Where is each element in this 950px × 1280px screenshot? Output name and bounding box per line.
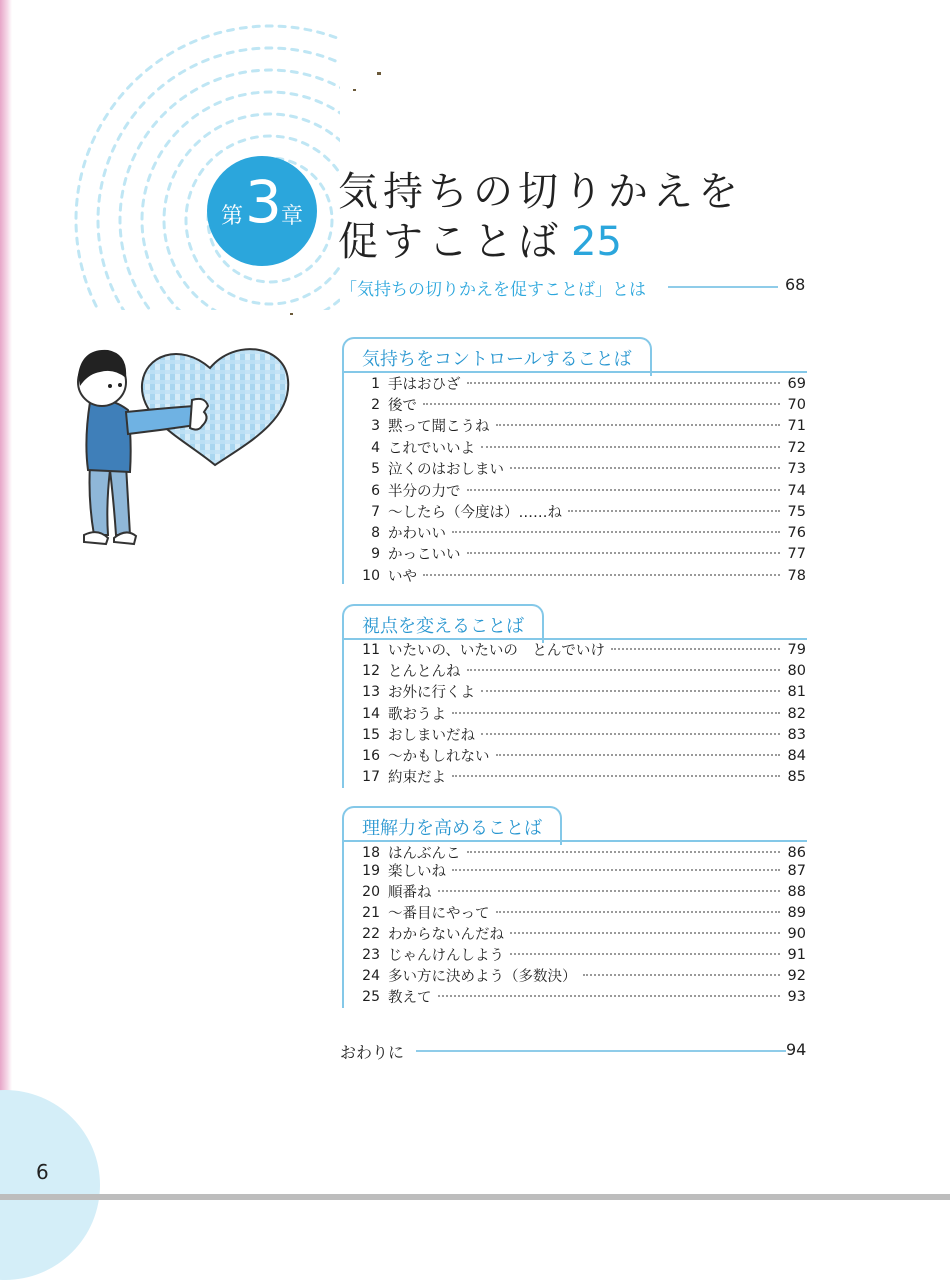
- entry-title: 歌おうよ: [388, 707, 446, 723]
- entry-title: わからないんだね: [388, 927, 504, 943]
- entry-number: 11: [362, 641, 380, 658]
- entry-page: 73: [787, 460, 806, 477]
- toc-entry[interactable]: [352, 565, 806, 586]
- entry-number: 3: [371, 417, 380, 434]
- section-heading-understanding: 理解力を高めることば: [342, 806, 562, 845]
- entry-page: 92: [787, 967, 806, 984]
- toc-entry[interactable]: [352, 745, 806, 766]
- toc-entry[interactable]: [352, 881, 806, 902]
- entry-title: 黙って聞こうね: [388, 419, 490, 435]
- corner-decoration: [0, 1090, 100, 1280]
- entry-number: 8: [371, 524, 380, 541]
- entry-title: かわいい: [388, 526, 446, 542]
- entry-title: 楽しいね: [388, 864, 446, 880]
- entry-page: 93: [787, 988, 806, 1005]
- entry-title: 多い方に決めよう（多数決）: [388, 969, 577, 985]
- toc-entry[interactable]: [352, 766, 806, 787]
- entry-number: 5: [371, 460, 380, 477]
- page-number: 6: [36, 1160, 49, 1184]
- entry-page: 90: [787, 925, 806, 942]
- entry-title: ～したら（今度は）……ね: [388, 505, 562, 521]
- dot-leader: [467, 669, 781, 671]
- entry-page: 79: [787, 641, 806, 658]
- dot-leader: [496, 911, 781, 913]
- toc-entry[interactable]: [352, 501, 806, 522]
- dot-leader: [467, 382, 781, 384]
- toc-entry[interactable]: [352, 902, 806, 923]
- entry-title: これでいいよ: [388, 441, 475, 457]
- entry-number: 14: [362, 705, 380, 722]
- entry-title: ～番目にやって: [388, 906, 490, 922]
- entry-page: 77: [787, 545, 806, 562]
- entry-page: 72: [787, 439, 806, 456]
- entry-title: いや: [388, 569, 417, 585]
- entry-title: 教えて: [388, 990, 432, 1006]
- entry-title: かっこいい: [388, 547, 461, 563]
- entry-page: 71: [787, 417, 806, 434]
- entry-number: 25: [362, 988, 380, 1005]
- entry-number: 16: [362, 747, 380, 764]
- entry-page: 81: [787, 683, 806, 700]
- section-side-rule: [342, 638, 344, 788]
- toc-entry[interactable]: [352, 394, 806, 415]
- dot-leader: [423, 574, 780, 576]
- entry-number: 22: [362, 925, 380, 942]
- entry-title: お外に行くよ: [388, 685, 475, 701]
- toc-entry[interactable]: [352, 480, 806, 501]
- speck: [377, 72, 381, 75]
- chapter-number: 3: [245, 168, 282, 236]
- entry-number: 7: [371, 503, 380, 520]
- dot-leader: [510, 467, 780, 469]
- dot-leader: [496, 754, 781, 756]
- outro-leader-line: [416, 1050, 786, 1052]
- entry-page: 74: [787, 482, 806, 499]
- entry-title: いたいの、いたいの とんでいけ: [388, 643, 605, 659]
- entry-page: 76: [787, 524, 806, 541]
- entry-number: 1: [371, 375, 380, 392]
- dot-leader: [481, 733, 780, 735]
- entry-title: 半分の力で: [388, 484, 461, 500]
- page-edge-bottom: [0, 1194, 950, 1200]
- entry-number: 17: [362, 768, 380, 785]
- entry-number: 21: [362, 904, 380, 921]
- entry-number: 18: [362, 844, 380, 861]
- entry-title: 手はおひざ: [388, 377, 461, 393]
- intro-leader-line: [668, 286, 778, 288]
- entry-page: 88: [787, 883, 806, 900]
- toc-entry[interactable]: [352, 458, 806, 479]
- entry-title: 泣くのはおしまい: [388, 462, 504, 478]
- chapter-title-line2: [338, 210, 622, 267]
- toc-entry[interactable]: [352, 639, 806, 660]
- outro-page-number: 94: [786, 1040, 807, 1059]
- intro-page-number: 68: [785, 275, 806, 294]
- dot-leader: [510, 953, 780, 955]
- chapter-title-count: 25: [571, 219, 622, 265]
- toc-entry[interactable]: [352, 986, 806, 1007]
- entry-number: 2: [371, 396, 380, 413]
- page-edge-left: [0, 0, 12, 1200]
- entry-page: 91: [787, 946, 806, 963]
- dot-leader: [611, 648, 780, 650]
- chapter-badge: [207, 156, 317, 266]
- chapter-title-text: 促すことば: [338, 219, 563, 265]
- speck: [290, 313, 293, 315]
- entry-number: 4: [371, 439, 380, 456]
- entry-title: とんとんね: [388, 664, 461, 680]
- entry-page: 85: [787, 768, 806, 785]
- dot-leader: [583, 974, 781, 976]
- entry-number: 6: [371, 482, 380, 499]
- entry-number: 15: [362, 726, 380, 743]
- entry-number: 20: [362, 883, 380, 900]
- section-heading-viewpoint: 視点を変えることば: [342, 604, 544, 643]
- speck: [353, 89, 356, 91]
- toc-entry[interactable]: [352, 543, 806, 564]
- entry-number: 19: [362, 862, 380, 879]
- entry-page: 78: [787, 567, 806, 584]
- dot-leader: [452, 712, 780, 714]
- entry-number: 23: [362, 946, 380, 963]
- toc-entry[interactable]: [352, 373, 806, 394]
- dot-leader: [452, 775, 780, 777]
- entry-page: 70: [787, 396, 806, 413]
- entry-number: 13: [362, 683, 380, 700]
- dot-leader: [423, 403, 780, 405]
- dot-leader: [568, 510, 780, 512]
- chapter-prefix: 第: [221, 204, 244, 229]
- dot-leader: [452, 531, 780, 533]
- entry-title: 順番ね: [388, 885, 432, 901]
- dot-leader: [438, 995, 781, 997]
- entry-page: 87: [787, 862, 806, 879]
- entry-title: 約束だよ: [388, 770, 446, 786]
- entry-page: 83: [787, 726, 806, 743]
- toc-entry[interactable]: [352, 965, 806, 986]
- spiral-decoration: [40, 20, 340, 310]
- toc-entry[interactable]: [352, 860, 806, 881]
- dot-leader: [438, 890, 781, 892]
- section-heading-emotion-control: 気持ちをコントロールすることば: [342, 337, 652, 376]
- entry-page: 84: [787, 747, 806, 764]
- section-side-rule: [342, 840, 344, 1008]
- toc-entry[interactable]: [352, 437, 806, 458]
- dot-leader: [481, 690, 780, 692]
- entry-page: 82: [787, 705, 806, 722]
- dot-leader: [467, 851, 781, 853]
- toc-entry[interactable]: [352, 944, 806, 965]
- entry-page: 80: [787, 662, 806, 679]
- toc-entry[interactable]: [352, 415, 806, 436]
- chapter-title-line1: 気持ちの切りかえを: [338, 169, 743, 215]
- outro-link[interactable]: おわりに: [340, 1043, 405, 1062]
- entry-number: 24: [362, 967, 380, 984]
- entry-page: 75: [787, 503, 806, 520]
- entry-title: 後で: [388, 398, 417, 414]
- entry-title: ～かもしれない: [388, 749, 490, 765]
- chapter-suffix: 章: [281, 204, 304, 229]
- dot-leader: [496, 424, 781, 426]
- entry-page: 69: [787, 375, 806, 392]
- toc-entry[interactable]: [352, 660, 806, 681]
- toc-entry[interactable]: [352, 703, 806, 724]
- entry-page: 89: [787, 904, 806, 921]
- dot-leader: [510, 932, 780, 934]
- entry-title: じゃんけんしよう: [388, 948, 504, 964]
- intro-link[interactable]: 「気持ちの切りかえを促すことば」とは: [340, 280, 646, 300]
- toc-entry[interactable]: [352, 681, 806, 702]
- entry-number: 12: [362, 662, 380, 679]
- dot-leader: [452, 869, 780, 871]
- entry-number: 9: [371, 545, 380, 562]
- entry-page: 86: [787, 844, 806, 861]
- entry-number: 10: [362, 567, 380, 584]
- toc-entry[interactable]: [352, 923, 806, 944]
- dot-leader: [467, 489, 781, 491]
- entry-title: おしまいだね: [388, 728, 475, 744]
- dot-leader: [467, 552, 781, 554]
- dot-leader: [481, 446, 780, 448]
- section-side-rule: [342, 371, 344, 584]
- entry-title: はんぶんこ: [388, 846, 461, 862]
- child-with-heart-illustration: [70, 330, 310, 560]
- toc-entry[interactable]: [352, 522, 806, 543]
- toc-entry[interactable]: [352, 724, 806, 745]
